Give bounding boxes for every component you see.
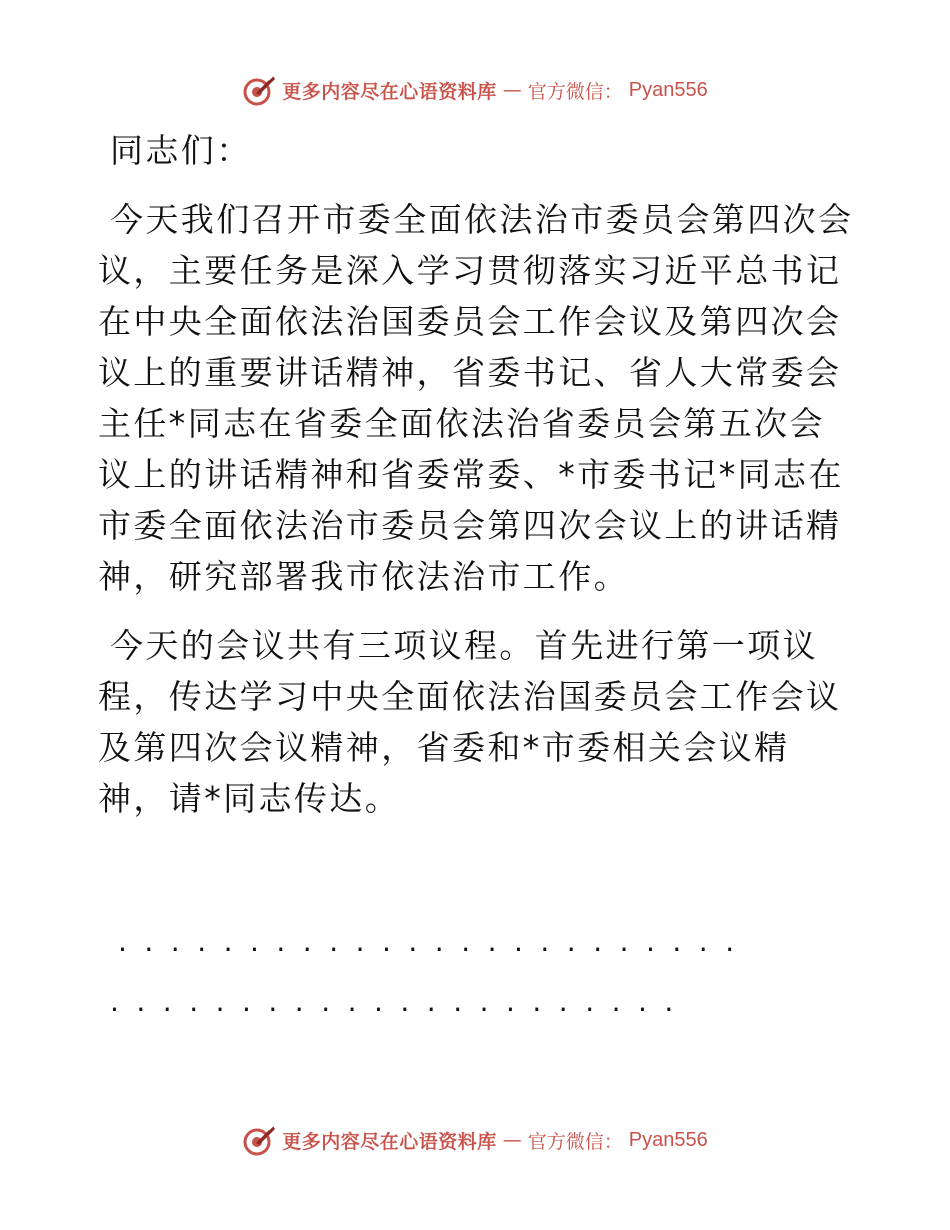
watermark-separator: — [502,79,522,101]
watermark-label: 官方微信： [527,80,623,103]
ellipsis-line-1: ........................ [118,925,752,958]
watermark-wechat-id: Pyan556 [628,1128,708,1151]
watermark-separator: — [502,1129,522,1151]
greeting: 同志们： [110,131,252,170]
quill-pen-logo-icon [242,1123,276,1157]
watermark-brand: 更多内容尽在心语资料库 [282,1130,497,1153]
quill-pen-logo-icon [242,73,276,107]
paragraph-2: 今天的会议共有三项议程。首先进行第一项议程，传达学习中央全面依法治国委员会工作会议及第四次会议精神，省委和*市委相关会议精神，请*同志传达。 [98,626,842,818]
watermark-label: 官方微信： [527,1130,623,1153]
paragraph-1: 今天我们召开市委全面依法治市委员会第四次会议，主要任务是深入学习贯彻落实习近平总书记在中央全面依法治国委员会工作会议及第四次会议上的重要讲话精神，省委书记、省人大常委会主任*同志在省委全面依法治省委员会第五次会议上的讲话精神和省委常委、*市委书记*同志在市委全面依法治市委员会第四次会议上的讲话精神，研究部署我市依法治市工作。 [98,200,854,596]
ellipsis-line-2: ...................... [110,985,691,1018]
document-body [98,125,858,824]
watermark-brand: 更多内容尽在心语资料库 [282,80,497,103]
watermark-wechat-id: Pyan556 [628,78,708,101]
footer-watermark [0,1122,950,1158]
header-watermark [0,72,950,108]
